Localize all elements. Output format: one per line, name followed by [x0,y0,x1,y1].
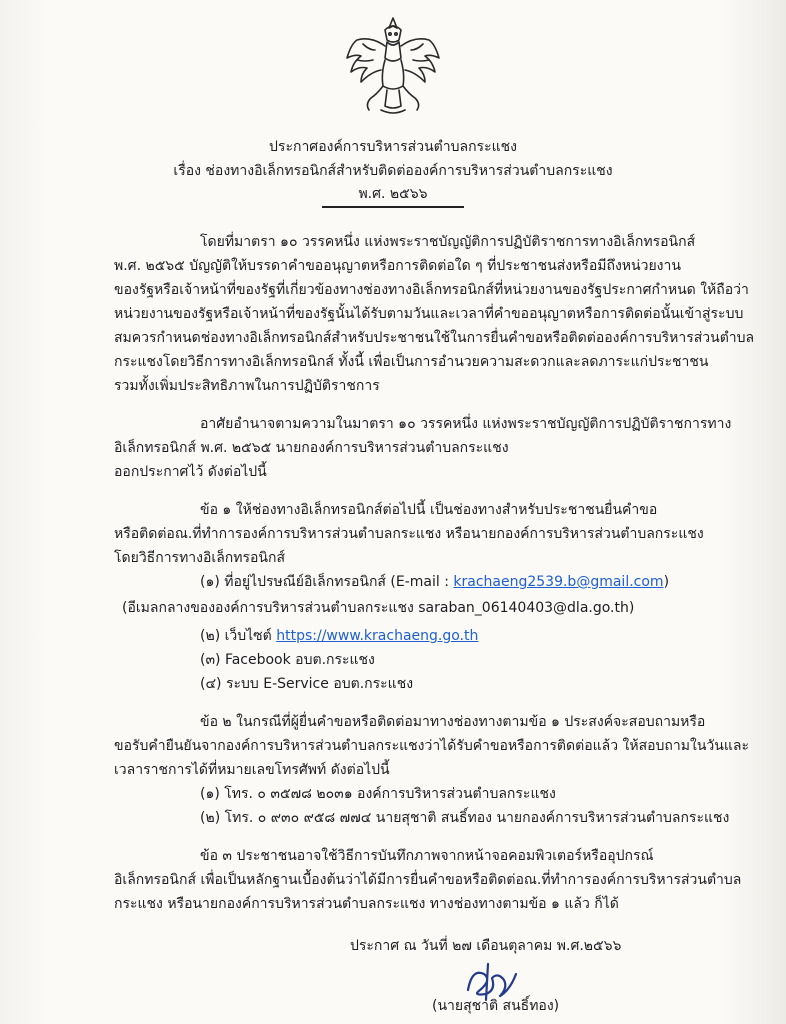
clause-1-line-1: ข้อ ๑ ให้ช่องทางอิเล็กทรอนิกส์ต่อไปนี้ เป็นช่องทางสำหรับประชาชนยื่นคำขอ [200,502,658,518]
paragraph-1-line-2: พ.ศ. ๒๕๖๕ บัญญัติให้บรรดาคำขออนุญาตหรือการติดต่อใด ๆ ที่ประชาชนส่งหรือมีถึงหน่วยงาน [114,258,681,274]
website-link[interactable]: https://www.krachaeng.go.th [276,628,479,644]
paragraph-2-line-2: อิเล็กทรอนิกส์ พ.ศ. ๒๕๖๕ นายกองค์การบริหารส่วนตำบลกระแชง [114,440,509,456]
clause-2-line-2: ขอรับคำยืนยันจากองค์การบริหารส่วนตำบลกระแชงว่าได้รับคำขอหรือการติดต่อแล้ว ให้สอบถามในวันและ [114,738,749,754]
paragraph-2-line-3: ออกประกาศไว้ ดังต่อไปนี้ [114,464,267,480]
clause-3-line-2: อิเล็กทรอนิกส์ เพื่อเป็นหลักฐานเบื้องต้นว่าได้มีการยื่นคำขอหรือติดต่อณ.ที่ทำการองค์การบริหารส่วนตำบล [114,872,742,888]
announcement-subject: เรื่อง ช่องทางอิเล็กทรอนิกส์สำหรับติดต่อองค์การบริหารส่วนตำบลกระแชง [173,163,613,179]
clause-3-line-1: ข้อ ๓ ประชาชนอาจใช้วิธีการบันทึกภาพจากหน้าจอคอมพิวเตอร์หรืออุปกรณ์ [200,848,654,864]
clause-2-line-1: ข้อ ๒ ในกรณีที่ผู้ยื่นคำขอหรือติดต่อมาทางช่องทางตามข้อ ๑ ประสงค์จะสอบถามหรือ [200,714,706,730]
signer-name: (นายสุชาติ สนธิ์ทอง) [432,998,560,1014]
paragraph-1-line-4: หน่วยงานของรัฐหรือเจ้าหน้าที่ของรัฐนั้นได้รับตามวันและเวลาที่คำขออนุญาตหรือการติดต่อนั้นเข้าสู่ระบบ [114,306,744,322]
paragraph-1-line-1: โดยที่มาตรา ๑๐ วรรคหนึ่ง แห่งพระราชบัญญัติการปฏิบัติราชการทางอิเล็กทรอนิกส์ [200,234,696,250]
central-email-note: (อีเมลกลางขององค์การบริหารส่วนตำบลกระแชง saraban_06140403@dla.go.th) [122,600,635,616]
paragraph-1-line-5: สมควรกำหนดช่องทางอิเล็กทรอนิกส์สำหรับประชาชนใช้ในการยื่นคำขอหรือติดต่อองค์การบริหารส่วนตำบล [114,330,755,346]
channel-website-label: (๒) เว็บไซต์ [200,628,277,644]
paragraph-2-line-1: อาศัยอำนาจตามความในมาตรา ๑๐ วรรคหนึ่ง แห่งพระราชบัญญัติการปฏิบัติราชการทาง [200,416,732,432]
channel-website [200,626,478,646]
clause-1-line-3: โดยวิธีการทางอิเล็กทรอนิกส์ [114,550,286,566]
paragraph-1-line-7: รวมทั้งเพิ่มประสิทธิภาพในการปฏิบัติราชการ [114,378,380,394]
channel-email [200,572,669,592]
announcement-title: ประกาศองค์การบริหารส่วนตำบลกระแชง [269,139,517,155]
clause-2-line-3: เวลาราชการได้ที่หมายเลขโทรศัพท์ ดังต่อไปนี้ [114,762,390,778]
phone-item-2: (๒) โทร. ๐ ๙๓๐ ๙๕๘ ๗๗๔ นายสุชาติ สนธิ์ทอง นายกองค์การบริหารส่วนตำบลกระแชง [200,810,730,826]
clause-3-line-3: กระแชง หรือนายกองค์การบริหารส่วนตำบลกระแชง ทางช่องทางตามข้อ ๑ แล้ว ก็ได้ [114,896,619,912]
title-divider [322,206,464,208]
channel-email-close: ) [663,574,670,590]
garuda-emblem-icon [341,14,445,120]
paragraph-1-line-3: ของรัฐหรือเจ้าหน้าที่ของรัฐที่เกี่ยวข้องทางช่องทางอิเล็กทรอนิกส์ที่หน่วยงานของรัฐประกาศกำหนด ให้ถือว่า [114,282,749,298]
channel-facebook: (๓) Facebook อบต.กระแชง [200,652,375,668]
clause-1-line-2: หรือติดต่อณ.ที่ทำการองค์การบริหารส่วนตำบลกระแชง หรือนายกองค์การบริหารส่วนตำบลกระแชง [114,526,704,542]
email-link[interactable]: krachaeng2539.b@gmail.com [453,574,664,590]
paragraph-1-line-6: กระแชงโดยวิธีการทางอิเล็กทรอนิกส์ ทั้งนี้ เพื่อเป็นการอำนวยความสะดวกและลดภาระแก่ประชาชน [114,354,709,370]
phone-item-1: (๑) โทร. ๐ ๓๕๗๘ ๒๐๓๑ องค์การบริหารส่วนตำบลกระแชง [200,786,556,802]
channel-eservice: (๔) ระบบ E-Service อบต.กระแชง [200,676,414,692]
announcement-year: พ.ศ. ๒๕๖๖ [358,186,428,202]
channel-email-label: (๑) ที่อยู่ไปรษณีย์อิเล็กทรอนิกส์ (E-mail : [200,574,454,590]
announcement-date: ประกาศ ณ วันที่ ๒๗ เดือนตุลาคม พ.ศ.๒๕๖๖ [350,938,622,954]
